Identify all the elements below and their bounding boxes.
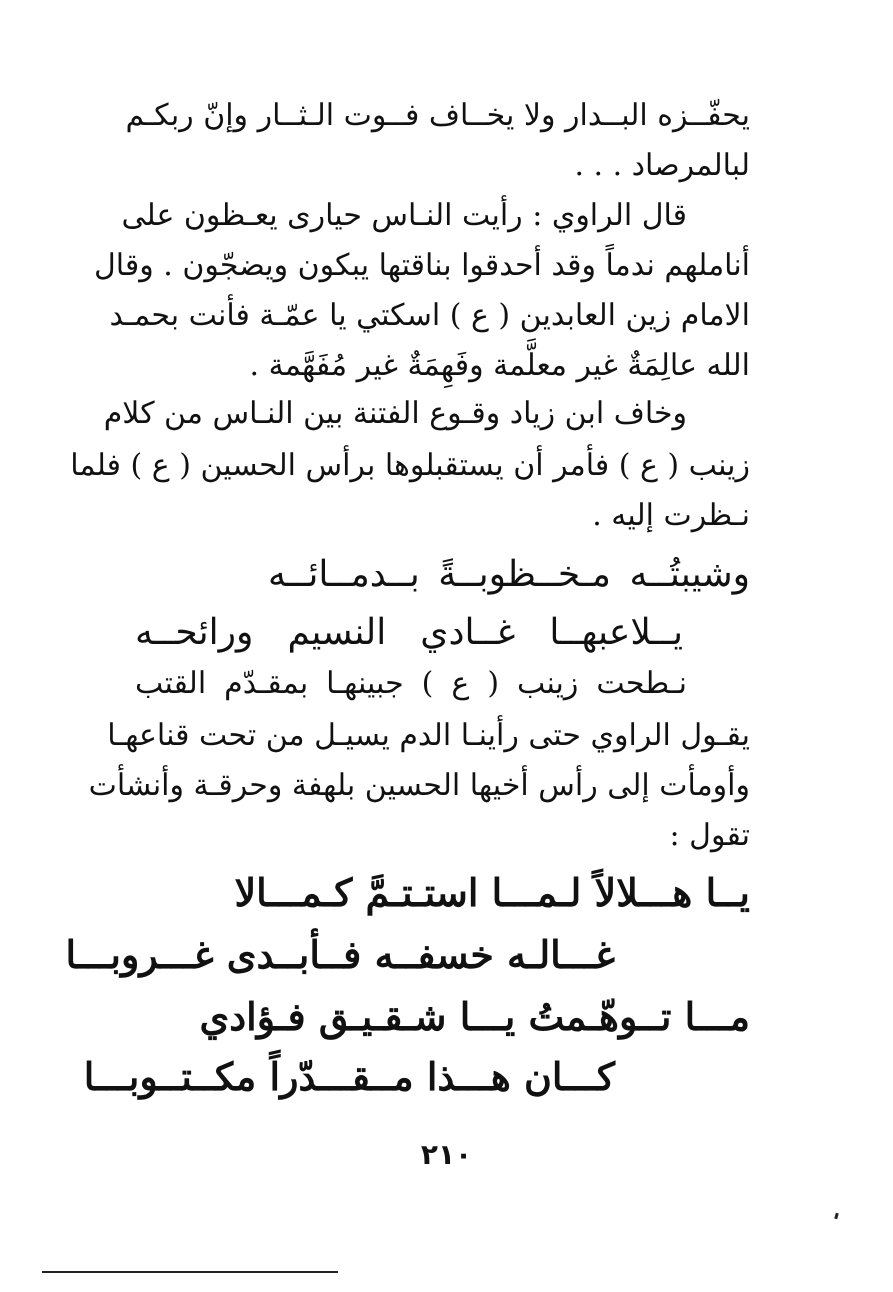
text-line: نـظرت إليه . xyxy=(592,498,750,533)
text-line: الامام زين العابدين ( ع ) اسكتي يا عمّـة فأنت بحمـد xyxy=(109,298,750,333)
text-line: وخاف ابن زياد وقـوع الفتنة بين النـاس من كلام xyxy=(103,396,687,431)
page-number: ٢١٠ xyxy=(420,1138,473,1171)
text-line: نـطحت زينب ( ع ) جبينهـا بمقـدّم القتب xyxy=(135,666,687,701)
text-line: يحفّــزه البــدار ولا يخــاف فــوت الـثــار وإنّ ربكـم xyxy=(125,98,750,133)
footnote-rule xyxy=(42,1271,338,1273)
verse-line: غـــالـه خسفــه فــأبــدى غـــروبـــا xyxy=(65,932,615,977)
text-line: الله عالِمَةٌ غير معلَّمة وفَهِمَةٌ غير مُفَهَّمة . xyxy=(249,348,750,383)
text-line: يقـول الراوي حتى رأينـا الدم يسيـل من تحت قناعهـا xyxy=(107,718,750,753)
text-line: قال الراوي : رأيت النـاس حيارى يعـظون على xyxy=(121,198,687,233)
text-line: أناملهم ندماً وقد أحدقوا بناقتها يبكون ويضجّون . وقال xyxy=(93,248,750,283)
text-line: زينب ( ع ) فأمر أن يستقبلوها برأس الحسين ( ع ) فلما xyxy=(70,448,750,483)
verse-line: وشيبتُــه مـخــظوبــةً بــدمــائــه xyxy=(268,554,750,595)
verse-line: يــلاعبهــا غــادي النسيم ورائحــه xyxy=(135,612,683,653)
text-line: وأومأت إلى رأس أخيها الحسين بلهفة وحرقـة وأنشأت xyxy=(88,768,750,803)
verse-line: مـــا تــوهّـمتُ يـــا شـقـيـق فـؤادي xyxy=(199,994,750,1039)
ink-speck xyxy=(834,1213,838,1220)
text-line: تقول : xyxy=(669,818,750,853)
text-line: لبالمرصاد . . . xyxy=(574,148,750,183)
verse-line: يــا هـــلالاً لـمـــا استـتـمَّ كـمـــالا xyxy=(234,870,750,915)
verse-line: كـــان هـــذا مــقـــدّراً مكــتــوبـــا xyxy=(83,1054,615,1099)
